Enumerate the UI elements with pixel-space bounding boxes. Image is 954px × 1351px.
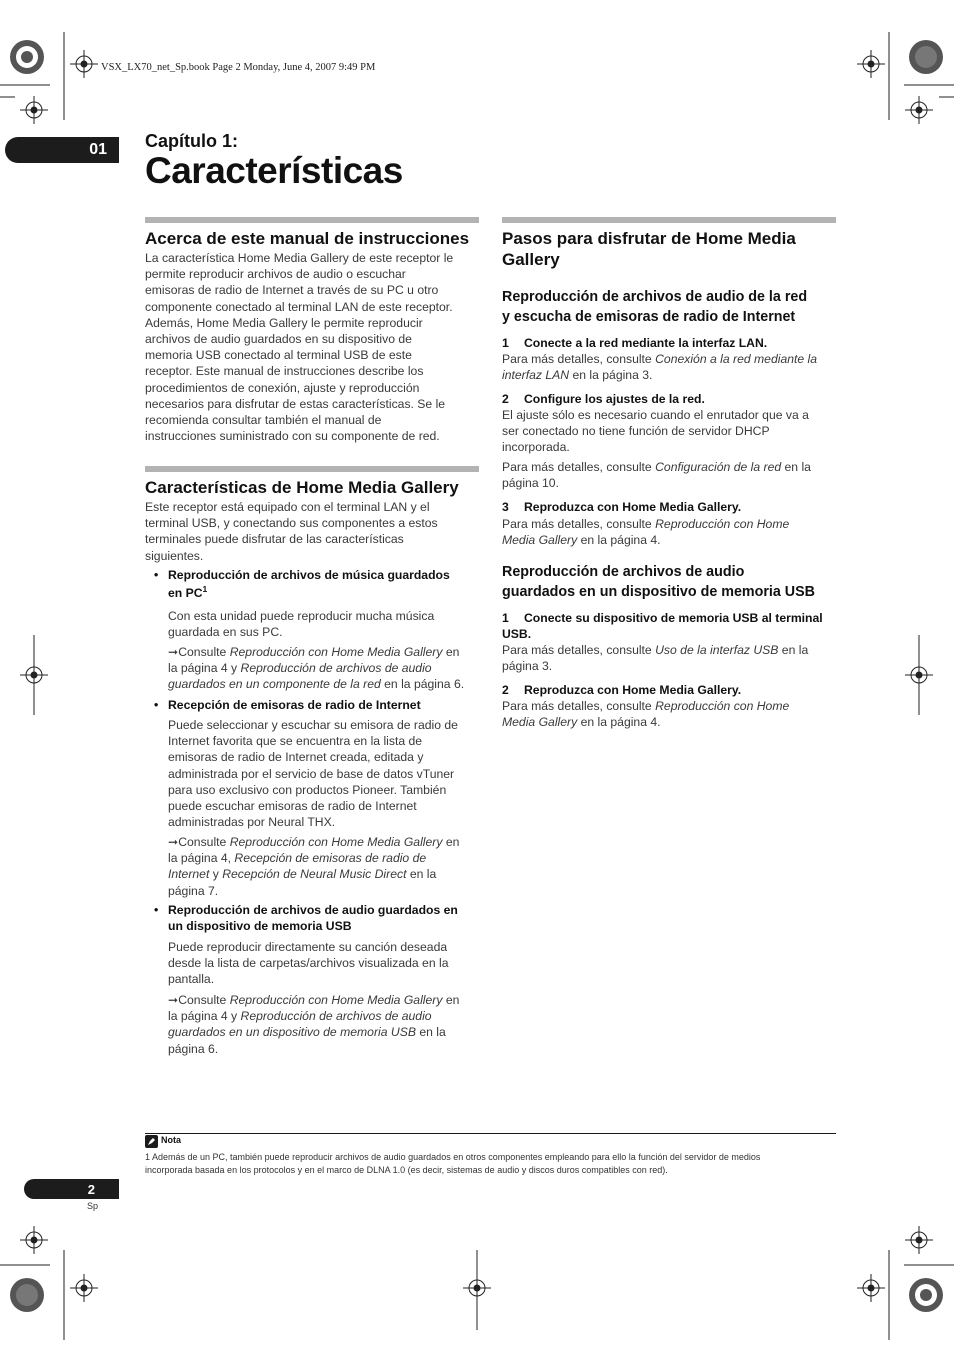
step-title: 3 Reproduzca con Home Media Gallery. [502, 500, 742, 514]
section-paragraph: La característica Home Media Gallery de este receptor le permite reproducir archivos de audio o escuchar emisoras de radio de Internet a través de su PC u otro componente conectado al terminal LAN de este receptor. Además, Home Media Gallery le permite reproducir archivos de audio guardados en su dispositivo de memoria USB conectado al terminal USB de este receptor. Este manual de instrucciones describe los procedimientos de conexión, ajuste y reproducción necesarios para disfrutar de estas características. Se le recomienda consultar también el manual de instrucciones suministrado con su componente de red. [145, 251, 454, 444]
section-bar [502, 217, 836, 223]
chapter-label: Capítulo 1: [145, 131, 238, 151]
step-title: 2 Reproduzca con Home Media Gallery. [502, 683, 742, 697]
chapter-title: Características [145, 150, 403, 191]
arrow-icon: ➞ [168, 835, 179, 849]
footnote-text: 1 Además de un PC, también puede reproducir archivos de audio guardados en otros componentes empleando para ello la función del servidor de medios incorporada basada en los protocolos y en el marco de DLNA 1.0 (es decir, sistemas de audio y discos duros compatibles con red). [145, 1152, 761, 1175]
bullet-item: • Reproducción de archivos de audio guardados en un dispositivo de memoria USB [154, 903, 458, 933]
arrow-icon: ➞ [168, 993, 179, 1007]
cross-reference: ➞Consulte Reproducción con Home Media Gallery en la página 4 y Reproducción de archivos de audio guardados en un dispositivo de memoria USB en la página 6. [168, 993, 460, 1056]
bullet-item: • Recepción de emisoras de radio de Internet [154, 698, 421, 712]
section-bar [145, 217, 479, 223]
step-title: 2 Configure los ajustes de la red. [502, 392, 705, 406]
cross-reference: ➞Consulte Reproducción con Home Media Gallery en la página 4, Recepción de emisoras de radio de Internet y Recepción de Neural Music Direct en la página 7. [168, 835, 460, 898]
section-heading: Características de Home Media Gallery [145, 478, 459, 497]
section-heading: Acerca de este manual de instrucciones [145, 229, 470, 248]
cross-reference: ➞Consulte Reproducción con Home Media Gallery en la página 4 y Reproducción de archivos de audio guardados en un componente de la red en la página 6. [168, 645, 465, 692]
chapter-tab: 01 [5, 137, 119, 163]
step-text: Para más detalles, consulte Conexión a la red mediante la interfaz LAN en la página 3. [502, 352, 818, 383]
bullet-description: Con esta unidad puede reproducir mucha música guardada en sus PC. [168, 609, 435, 640]
section-intro: Este receptor está equipado con el terminal LAN y el terminal USB, y conectando sus componentes a estos terminales puede disfrutar de las características siguientes. [145, 500, 438, 563]
footnote-rule [145, 1133, 836, 1134]
bullet-dot: • [154, 903, 159, 917]
subsection-heading: Reproducción de archivos de audio guardados en un dispositivo de memoria USB [502, 564, 815, 600]
bullet-dot: • [154, 568, 159, 582]
page-language: Sp [87, 1201, 99, 1211]
bullet-description: Puede seleccionar y escuchar su emisora de radio de Internet favorita que se encuentra en la lista de emisoras de radio de Internet creada, editada y administrada por el servicio de base de datos vTuner para uso exclusivo con productos Pioneer. También puede escuchar emisoras de radio de Internet administradas por Neural THX. [168, 718, 458, 830]
note-icon [145, 1135, 158, 1148]
section-bar [145, 466, 479, 472]
step-text: Para más detalles, consulte Configuración de la red en la página 10. [502, 460, 811, 491]
step-text: Para más detalles, consulte Reproducción con Home Media Gallery en la página 4. [502, 517, 790, 548]
footnote-ref[interactable]: 1 [202, 583, 208, 594]
step-text: El ajuste sólo es necesario cuando el enrutador que va a ser conectado no tiene función de servidor DHCP incorporada. [502, 408, 809, 455]
step-title: 1 Conecte a la red mediante la interfaz LAN. [502, 336, 768, 350]
print-header-line: VSX_LX70_net_Sp.book Page 2 Monday, June 4, 2007 9:49 PM [101, 62, 376, 73]
page-number: 2 [24, 1179, 119, 1199]
bullet-item: • Reproducción de archivos de música guardados en $PC^1$ [154, 568, 450, 600]
arrow-icon: ➞ [168, 645, 179, 659]
subsection-heading: Reproducción de archivos de audio de la red y escucha de emisoras de radio de Internet [502, 289, 808, 325]
step-text: Para más detalles, consulte Uso de la interfaz USB en la página 3. [502, 643, 809, 674]
bullet-description: Puede reproducir directamente su canción deseada desde la lista de carpetas/archivos visualizada en la pantalla. [168, 940, 449, 987]
bullet-dot: • [154, 698, 159, 712]
step-text: Para más detalles, consulte Reproducción con Home Media Gallery en la página 4. [502, 699, 790, 730]
note-label: Nota [161, 1135, 181, 1145]
section-heading: Pasos para disfrutar de Home Media Gallery [502, 229, 796, 269]
step-title: 1 Conecte su dispositivo de memoria USB al terminal USB. [502, 611, 823, 641]
